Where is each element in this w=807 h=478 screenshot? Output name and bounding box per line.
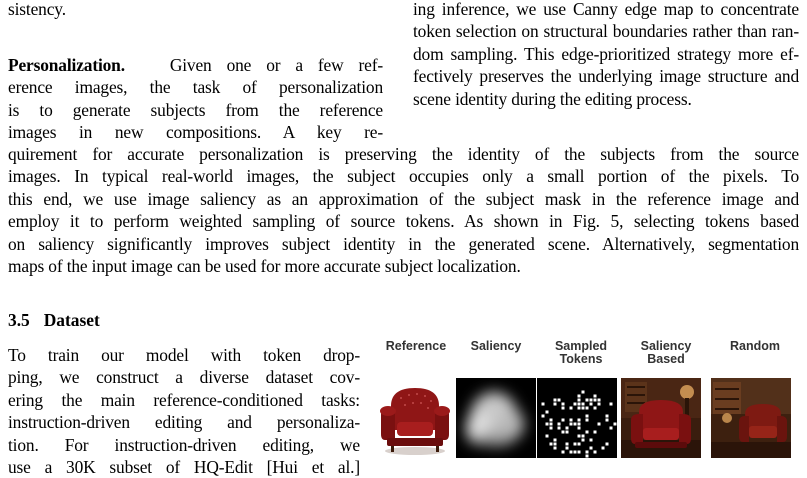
sampled-token: [578, 403, 581, 406]
sampled-token: [570, 451, 573, 454]
generated-scene-random: [711, 378, 791, 458]
sampled-token: [554, 403, 557, 406]
sampled-token: [558, 399, 561, 402]
sampled-token: [550, 443, 553, 446]
text-line: images in new compositions. A key re-: [8, 122, 383, 143]
text-line: employ it to perform weighted sampling of source tokens. As shown in Fig. 5, selecting tokens based: [8, 211, 799, 232]
text-line: erence images, the task of personalization: [8, 77, 383, 98]
sampled-token: [562, 403, 565, 406]
sampled-token: [562, 431, 565, 434]
sampled-token: [574, 423, 577, 426]
section-number: 3.5: [8, 310, 30, 330]
sampled-tokens-grid: [537, 378, 617, 458]
sampled-token: [566, 427, 569, 430]
sampled-token: [570, 407, 573, 410]
text-line: To train our model with token drop-: [8, 345, 360, 365]
paragraph-heading-personalization: Personalization.: [8, 55, 125, 75]
text-line: instruction-driven editing and personaliza-: [8, 412, 360, 433]
paragraph-left-top-tail: [8, 0, 368, 20]
sampled-token: [562, 407, 565, 410]
paragraph-personalization: [8, 54, 383, 144]
sampled-token: [578, 407, 581, 410]
text-line: use a 30K subset of HQ-Edit [Hui et al.]: [8, 457, 360, 478]
text-line: maps of the input image can be used for more accurate subject localization.: [8, 256, 521, 277]
sampled-token: [594, 431, 597, 434]
figure-label-sampled-tokens: Sampled Tokens: [554, 339, 608, 366]
sampled-token: [594, 451, 597, 454]
sampled-token: [558, 427, 561, 430]
figure-label-reference: Reference: [385, 339, 447, 353]
figure-image-saliency: [456, 378, 536, 458]
sampled-token: [586, 431, 589, 434]
sampled-token: [582, 435, 585, 438]
sampled-token: [598, 399, 601, 402]
sampled-token: [554, 443, 557, 446]
sampled-token: [582, 439, 585, 442]
sampled-token: [602, 447, 605, 450]
sampled-token: [606, 419, 609, 422]
figure-label-random: Random: [730, 339, 780, 353]
sampled-token: [586, 455, 589, 458]
figure-image-saliency-based: [621, 378, 701, 458]
sampled-token: [574, 443, 577, 446]
sampled-token: [578, 423, 581, 426]
sampled-token: [554, 399, 557, 402]
text-line: fectively preserves the underlying image structure and: [413, 66, 799, 87]
section-heading: [8, 310, 100, 331]
text-line: ing inference, we use Canny edge map to concentrate: [413, 0, 799, 19]
sampled-token: [590, 447, 593, 450]
section-title: Dataset: [43, 310, 100, 330]
text-line: token selection on structural boundaries rather than ran-: [413, 21, 799, 42]
paragraph-personalization-continued: [8, 143, 799, 277]
sampled-token: [582, 391, 585, 394]
sampled-token: [578, 399, 581, 402]
sampled-token: [590, 399, 593, 402]
sampled-token: [610, 427, 613, 430]
sampled-token: [606, 443, 609, 446]
sampled-token: [578, 435, 581, 438]
text-line: ering the main reference-conditioned tasks:: [8, 389, 360, 410]
sampled-token: [578, 419, 581, 422]
sampled-token: [562, 451, 565, 454]
sampled-token: [610, 403, 613, 406]
sampled-token: [598, 423, 601, 426]
sampled-token: [554, 439, 557, 442]
sampled-token: [562, 419, 565, 422]
sampled-token: [582, 403, 585, 406]
sampled-token: [566, 447, 569, 450]
sampled-token: [582, 407, 585, 410]
sampled-token: [578, 395, 581, 398]
sampled-token: [566, 431, 569, 434]
text-line: quirement for accurate personalization is preserving the identity of the subjects from the source: [8, 144, 799, 164]
sampled-token: [578, 427, 581, 430]
sampled-token: [574, 451, 577, 454]
sampled-token: [590, 403, 593, 406]
text-line: sistency.: [8, 0, 66, 19]
sampled-token: [606, 415, 609, 418]
text-line: images. In typical real-world images, the subject occupies only a small portion of the pixels. To: [8, 166, 799, 187]
sampled-token: [614, 423, 617, 426]
sampled-token: [566, 443, 569, 446]
paragraph-dataset: [8, 344, 360, 478]
sampled-token: [590, 439, 593, 442]
sampled-token: [550, 419, 553, 422]
sampled-token: [574, 403, 577, 406]
sampled-token: [586, 419, 589, 422]
sampled-token: [586, 407, 589, 410]
sampled-token: [546, 435, 549, 438]
sampled-token: [570, 423, 573, 426]
text-line: ping, we construct a diverse dataset cov-: [8, 367, 360, 388]
text-line: scene identity during the editing process.: [413, 88, 692, 109]
figure-label-saliency-based: Saliency Based: [640, 339, 692, 366]
sampled-token: [546, 423, 549, 426]
sampled-token: [586, 399, 589, 402]
figure-image-random: [711, 378, 791, 458]
text-line: on saliency significantly improves subject identity in the generated scene. Alternatively, segmentation: [8, 233, 799, 254]
sampled-token: [578, 451, 581, 454]
text-line: [8, 54, 383, 76]
text-line: this end, we use image saliency as an approximation of the subject mask in the reference image and: [8, 188, 799, 209]
sampled-token: [558, 423, 561, 426]
armchair-image: [375, 378, 455, 458]
sampled-token: [554, 447, 557, 450]
sampled-token: [598, 403, 601, 406]
paragraph-right-top: [413, 0, 799, 110]
text-fragment: Given one or a few ref-: [169, 55, 384, 75]
text-line: dom sampling. This edge-prioritized strategy more ef-: [413, 43, 799, 64]
figure-label-saliency: Saliency: [470, 339, 522, 353]
text-line: tion. For instruction-driven editing, we: [8, 434, 360, 455]
sampled-token: [542, 415, 545, 418]
sampled-token: [542, 403, 545, 406]
sampled-token: [546, 411, 549, 414]
figure-image-reference: [375, 378, 455, 458]
saliency-map: [456, 378, 536, 458]
sampled-token: [594, 395, 597, 398]
sampled-token: [586, 415, 589, 418]
sampled-token: [570, 419, 573, 422]
sampled-token: [578, 443, 581, 446]
sampled-token: [594, 407, 597, 410]
generated-scene-saliency: [621, 378, 701, 458]
figure-image-sampled-tokens: [537, 378, 617, 458]
sampled-token: [586, 451, 589, 454]
sampled-token: [550, 427, 553, 430]
text-line: is to generate subjects from the reference: [8, 99, 383, 120]
sampled-token: [594, 399, 597, 402]
sampled-token: [550, 423, 553, 426]
